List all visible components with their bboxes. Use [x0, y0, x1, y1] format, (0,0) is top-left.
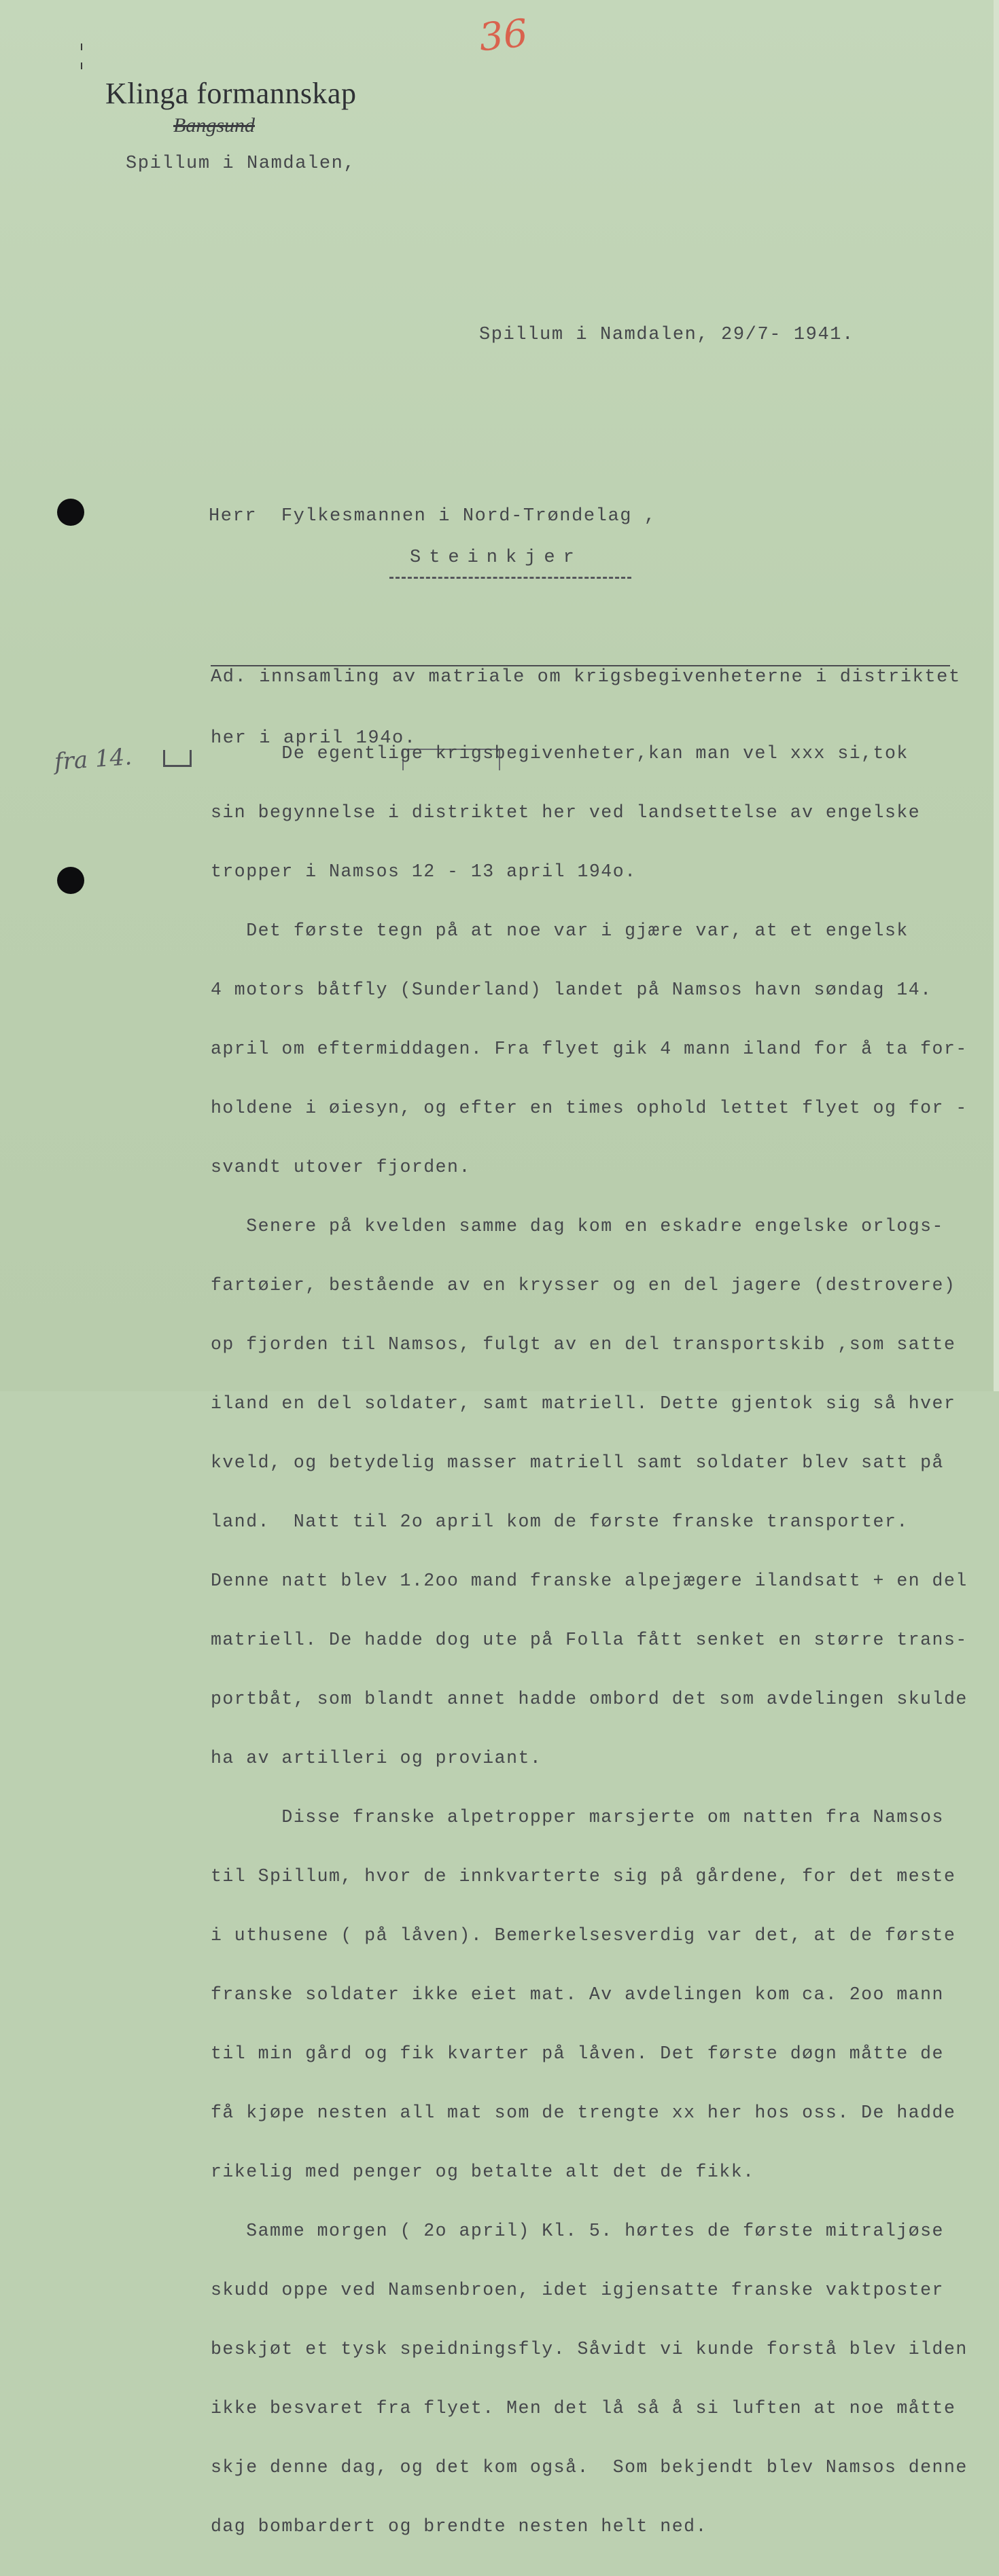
- body-line: Det første tegn på at noe var i gjære var, at et engelsk: [211, 920, 909, 941]
- body-line: til min gård og fik kvarter på låven. Det første døgn måtte de: [211, 2043, 944, 2064]
- punch-hole: [57, 499, 84, 526]
- dateline: Spillum i Namdalen, 29/7- 1941.: [479, 325, 854, 345]
- margin-tick: [81, 43, 82, 50]
- body-line: skudd oppe ved Namsenbroen, idet igjensatte franske vaktposter: [211, 2280, 944, 2300]
- punch-hole: [57, 867, 84, 894]
- body-line: svandt utover fjorden.: [211, 1157, 471, 1177]
- letterhead-place-struck: Bangsund: [173, 114, 255, 137]
- body-line: holdene i øiesyn, og efter en times ophold lettet flyet og for -: [211, 1098, 968, 1118]
- recipient-underline: [389, 577, 631, 579]
- subject-underline: [211, 665, 950, 666]
- body-line: dag bombardert og brendte nesten helt ned.: [211, 2516, 707, 2537]
- subject-line-2: her i april 194o.: [211, 728, 417, 749]
- body-line: Samme morgen ( 2o april) Kl. 5. hørtes de første mitraljøse: [211, 2221, 944, 2241]
- body-line: april om eftermiddagen. Fra flyet gik 4 mann iland for å ta for-: [211, 1039, 968, 1059]
- body-line: få kjøpe nesten all mat som de trengte xx her hos oss. De hadde: [211, 2103, 956, 2123]
- body-line: beskjøt et tysk speidningsfly. Såvidt vi kunde forstå blev ilden: [211, 2339, 968, 2359]
- margin-note: fra 14.: [53, 743, 133, 776]
- body-line: skje denne dag, og det kom også. Som bekjendt blev Namsos denne: [211, 2457, 968, 2477]
- body-line: tropper i Namsos 12 - 13 april 194o.: [211, 861, 637, 882]
- body-line: Denne natt blev 1.2oo mand franske alpejægere ilandsatt + en del: [211, 1571, 968, 1591]
- body-line: De egentlige krigsbegivenheter,kan man vel xxx si,tok: [211, 743, 909, 764]
- letter-body: [211, 704, 979, 2576]
- letterhead-name: Klinga formannskap: [105, 77, 357, 110]
- margin-bracket: [163, 750, 192, 767]
- body-line: i uthusene ( på låven). Bemerkelsesverdig var det, at de første: [211, 1925, 956, 1946]
- body-line: 4 motors båtfly (Sunderland) landet på Namsos havn søndag 14.: [211, 980, 932, 1000]
- body-line: matriell. De hadde dog ute på Folla fått senket en større trans-: [211, 1630, 968, 1650]
- recipient-title: Herr Fylkesmannen i Nord-Trøndelag ,: [209, 506, 656, 526]
- body-line: Disse franske alpetropper marsjerte om natten fra Namsos: [211, 1807, 944, 1827]
- body-line: sin begynnelse i distriktet her ved landsettelse av engelske: [211, 802, 921, 823]
- margin-tick: [81, 62, 82, 69]
- page-number: 36: [476, 11, 530, 60]
- body-line: fartøier, bestående av en krysser og en del jagere (destrovere): [211, 1275, 956, 1295]
- paper-edge: [994, 0, 999, 1391]
- body-line: franske soldater ikke eiet mat. Av avdelingen kom ca. 2oo mann: [211, 1984, 944, 2005]
- body-line: til Spillum, hvor de innkvarterte sig på gårdene, for det meste: [211, 1866, 956, 1886]
- recipient-city: Steinkjer: [410, 548, 582, 568]
- body-line: Senere på kvelden samme dag kom en eskadre engelske orlogs-: [211, 1216, 944, 1236]
- subject-line-1: Ad. innsamling av matriale om krigsbegivenheterne i distriktet: [211, 667, 961, 687]
- body-line: op fjorden til Namsos, fulgt av en del transportskib ,som satte: [211, 1334, 956, 1355]
- body-line: kveld, og betydelig masser matriell samt soldater blev satt på: [211, 1452, 944, 1473]
- sender-location: Spillum i Namdalen,: [126, 154, 356, 174]
- body-line: portbåt, som blandt annet hadde ombord det som avdelingen skulde: [211, 1689, 968, 1709]
- body-line: ikke besvaret fra flyet. Men det lå så å si luften at noe måtte: [211, 2398, 956, 2418]
- body-line: iland en del soldater, samt matriell. Dette gjentok sig så hver: [211, 1393, 956, 1414]
- body-line: land. Natt til 2o april kom de første franske transporter.: [211, 1511, 909, 1532]
- body-line: rikelig med penger og betalte alt det de fikk.: [211, 2162, 755, 2182]
- body-line: ha av artilleri og proviant.: [211, 1748, 542, 1768]
